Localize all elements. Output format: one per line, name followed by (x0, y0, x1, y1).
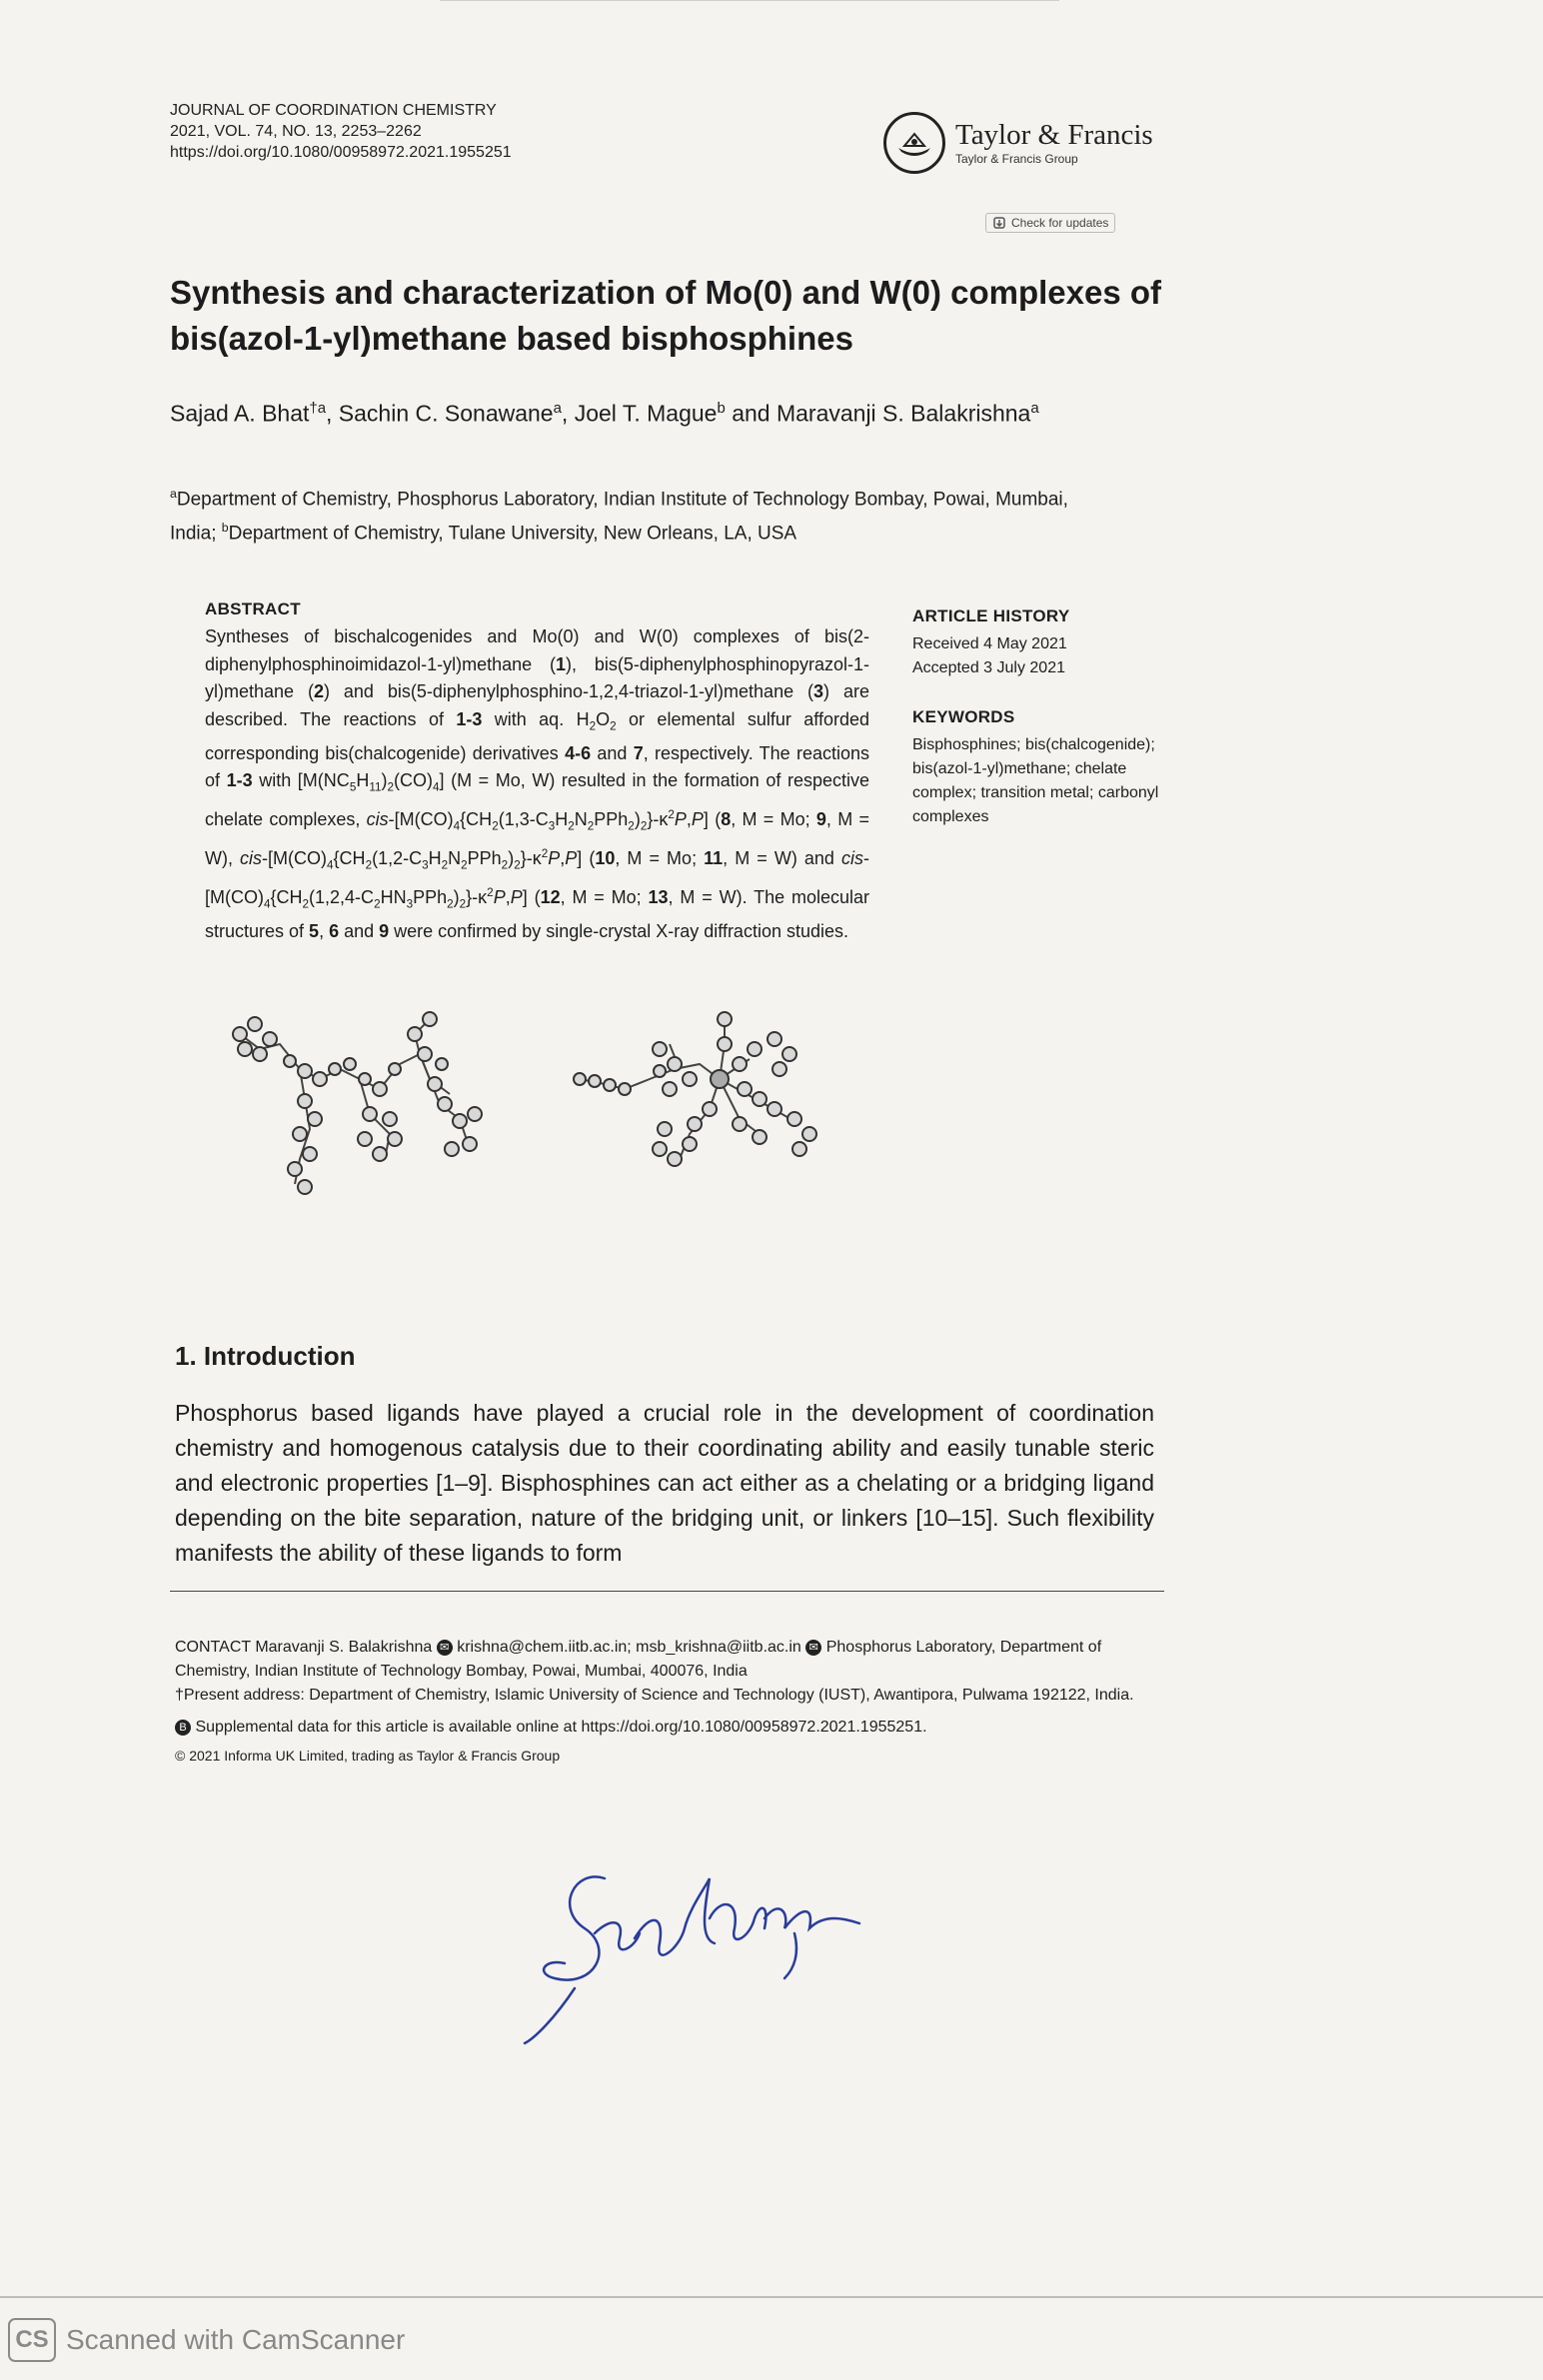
address-icon: ✉ (805, 1640, 821, 1656)
author-name: Sachin C. Sonawane (338, 400, 554, 427)
graphical-abstract-molecules (220, 1009, 879, 1239)
author-affil-mark: a (1030, 400, 1039, 417)
camscanner-watermark (8, 2318, 405, 2362)
abstract-section (205, 599, 869, 946)
author-name: Sajad A. Bhat (170, 400, 310, 427)
scan-edge-line (0, 2296, 1543, 2298)
journal-volume: 2021, VOL. 74, NO. 13, 2253–2262 (170, 123, 422, 140)
publisher-emblem-icon (883, 112, 945, 174)
introduction-text: Phosphorus based ligands have played a crucial role in the development of coordination chemistry and homogenous catalysis due to their coordinating ability and easily tunable steric and electronic properties [1–9]. Bisphosphines can act either as a chelating or a bridging ligand depending on the bite separation, nature of the bridging unit, or linkers [10–15]. Such flexibility manifests the ability of these ligands to form (175, 1400, 1154, 1566)
publisher-name: Taylor & Francis (955, 119, 1153, 151)
abstract-text: Syntheses of bischalcogenides and Mo(0) and W(0) complexes of bis(2-diphenylphosphinoimidazol-1-yl)methane (1), bis(5-diphenylphosphinopyrazol-1-yl)methane (2) and bis(5-diphenylphosphino-1,2,4-triazol-1-yl)methane (3) are described. The reactions of 1-3 with aq. $H_2O_2$ or elemental sulfur afforded corresponding bis(chalcogenide) derivatives 4-6 and 7, respectively. The reactions of 1-3 with $[M(NC_5H_{11})_2(CO)_4] (M = Mo$, W) resulted in the formation of respective chelate complexes, cis-$[M(CO)_4\{CH_2(1,3-C_3H_2N_2PPh_2)_2\}-\kappa^2P,P]$ (8, M = Mo; 9, M = W), cis-$[M(CO)_4\{CH_2(1,2-C_3H_2N_2PPh_2)_2\}-\kappa^2P,P]$ (10, M = Mo; 11, M = W) and cis-$[M(CO)_4\{CH_2(1,2,4-C_2HN_3PPh_2)_2\}-\kappa^2P,P]$ (12, M = Mo; 13, M = W). The molecular structures of 5, 6 and 9 were confirmed by single-crystal X-ray diffraction studies. (205, 626, 870, 942)
author-conjunction: and (732, 400, 771, 427)
check-updates-button[interactable] (985, 213, 1115, 233)
email-icon: ✉ (437, 1640, 453, 1656)
keywords-heading: KEYWORDS (912, 707, 1015, 726)
article-title: Synthesis and characterization of Mo(0) and W(0) complexes of bis(azol-1-yl)methane based bisphosphines (170, 274, 1162, 357)
copyright: © 2021 Informa UK Limited, trading as Taylor & Francis Group (175, 1748, 561, 1764)
contact-line (175, 1636, 1169, 1684)
supplemental-text[interactable]: Supplemental data for this article is available online at https://doi.org/10.1080/00958972.2021.1955251. (195, 1719, 927, 1736)
present-address: †Present address: Department of Chemistry, Islamic University of Science and Technology (IUST), Awantipora, Pulwama 192122, India. (175, 1687, 1134, 1704)
author-name: Joel T. Mague (574, 400, 718, 427)
camscanner-text: Scanned with CamScanner (66, 2324, 406, 2355)
publisher-group: Taylor & Francis Group (955, 152, 1078, 166)
supplemental-line (175, 1716, 1169, 1740)
scan-edge-line (440, 0, 1059, 1)
author-list: Sajad A. Bhat$^{\dagger a}$, Sachin C. Sonawane$^a$, Joel T. Mague$^b$ and Maravanji S. Balakrishna$^a$ (170, 400, 1039, 427)
journal-meta (170, 100, 512, 163)
article-sidebar (912, 604, 1162, 829)
keywords-text: Bisphosphines; bis(chalcogenide); bis(azol-1-yl)methane; chelate complex; transition metal; carbonyl complexes (912, 736, 1159, 825)
molecule-right (574, 1012, 816, 1166)
accepted-date: Accepted 3 July 2021 (912, 659, 1065, 676)
author-affil-mark: a (553, 400, 562, 417)
affil-mark: a (170, 487, 177, 501)
footnotes (175, 1636, 1169, 1768)
abstract-heading: ABSTRACT (205, 599, 301, 618)
contact-affiliation: Phosphorus Laboratory, Department of Chemistry, Indian Institute of Technology Bombay, Powai, Mumbai, 400076, India (175, 1639, 1102, 1680)
affiliations (170, 480, 1109, 549)
affiliation-b: Department of Chemistry, Tulane University, New Orleans, LA, USA (228, 523, 797, 545)
author-affil-mark: b (717, 400, 726, 417)
journal-name: JOURNAL OF COORDINATION CHEMISTRY (170, 102, 497, 119)
contact-label: CONTACT (175, 1639, 251, 1656)
footnote-divider (170, 1591, 1164, 1592)
handwritten-signature (515, 1858, 864, 2048)
author-name: Maravanji S. Balakrishna (775, 400, 1031, 427)
update-icon (992, 216, 1006, 230)
publisher-logo (883, 112, 1153, 174)
received-date: Received 4 May 2021 (912, 635, 1067, 652)
introduction-heading: 1. Introduction (175, 1341, 356, 1371)
author-affil-mark: †a (309, 400, 327, 417)
article-history-heading: ARTICLE HISTORY (912, 606, 1070, 625)
affil-mark: b (221, 521, 229, 536)
contact-name: Maravanji S. Balakrishna (255, 1639, 433, 1656)
journal-doi[interactable]: https://doi.org/10.1080/00958972.2021.1955251 (170, 144, 512, 161)
contact-emails[interactable]: krishna@chem.iitb.ac.in; msb_krishna@iitb.ac.in (457, 1639, 801, 1656)
supplemental-data-icon: B (175, 1720, 191, 1736)
molecule-left (233, 1012, 482, 1194)
check-updates-label: Check for updates (1011, 216, 1109, 230)
affiliation-a: Department of Chemistry, Phosphorus Laboratory, Indian Institute of Technology Bombay, Powai, Mumbai, India; (170, 489, 1068, 545)
camscanner-logo-icon: CS (8, 2318, 56, 2362)
